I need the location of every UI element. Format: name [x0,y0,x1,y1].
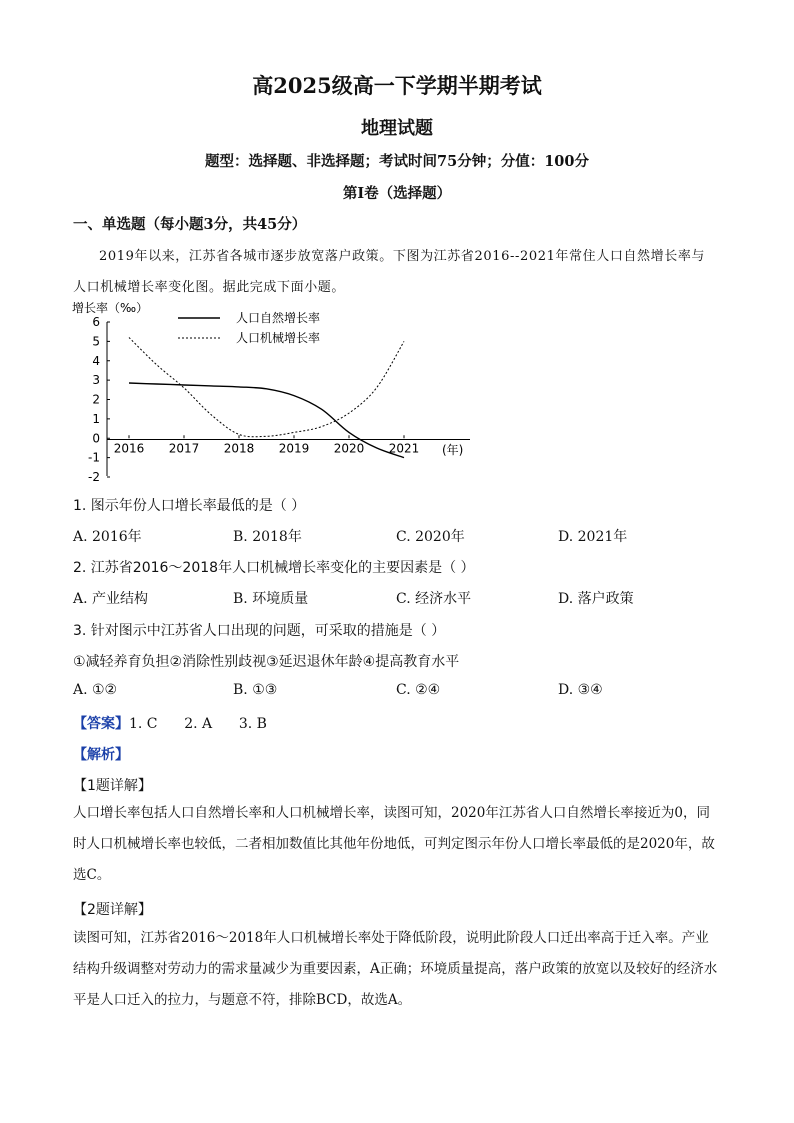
population-growth-chart [60,296,490,492]
q2-detail-text: 读图可知，江苏省2016～2018年人口机械增长率处于降低阶段，说明此阶段人口迁出率高于迁入率。产业结构升级调整对劳动力的需求量减少为重要因素，A正确；环境质量提高，落户政策的放宽以及较好的经济水平是人口迁入的拉力，与题意不符，排除BCD，故选A。 [73,930,718,1008]
volume-title: 第Ⅰ卷（选择题） [342,185,452,202]
question-2-stem: 2. 江苏省2016～2018年人口机械增长率变化的主要因素是（ ） [73,560,475,576]
exam-meta: 题型：选择题、非选择题；考试时间75分钟；分值：100分 [205,153,589,170]
question-1-stem: 1. 图示年份人口增长率最低的是（ ） [73,498,306,514]
question-3-option-a[interactable]: A. ①② [73,682,118,698]
x-tick-label: 2017 [168,441,200,456]
x-tick-label: 2020 [333,441,365,456]
legend-label-natural: 人口自然增长率 [236,311,321,325]
question-2-option-a[interactable]: A. 产业结构 [73,591,149,607]
q1-detail-label: 【1题详解】 [73,778,152,794]
x-tick-label: 2016 [113,441,145,456]
question-1-option-d[interactable]: D. 2021年 [558,529,628,545]
x-tick-label: 2019 [278,441,310,456]
question-1-option-b[interactable]: B. 2018年 [233,529,302,545]
y-tick-label: 2 [92,392,100,407]
q1-detail-text: 人口增长率包括人口自然增长率和人口机械增长率，读图可知，2020年江苏省人口自然增长率接近为0，同时人口机械增长率也较低，二者相加数值比其他年份地低，可判定图示年份人口增长率最低的是2020年，故选C。 [73,805,715,883]
question-2-option-b[interactable]: B. 环境质量 [233,591,309,607]
question-1-option-c[interactable]: C. 2020年 [396,529,465,545]
y-axis-label: 增长率（‰） [72,301,149,315]
section-heading: 一、单选题（每小题3分，共45分） [73,216,307,233]
legend-label-mechanical: 人口机械增长率 [236,331,321,345]
y-tick-label: 1 [92,411,100,426]
y-tick-label: -1 [88,450,100,465]
x-axis-label: (年) [442,443,464,457]
question-3-option-d[interactable]: D. ③④ [558,682,603,698]
y-tick-label: 4 [92,353,100,368]
question-3-stem: 3. 针对图示中江苏省人口出现的问题，可采取的措施是（ ） [73,623,446,639]
x-tick-label: 2018 [223,441,255,456]
x-tick-label: 2021 [388,441,420,456]
subject-title: 地理试题 [361,118,433,139]
y-tick-label: 6 [92,315,100,329]
exam-title: 高2025级高一下学期半期考试 [252,73,542,98]
answer-row [73,713,267,733]
y-tick-label: -2 [88,470,100,484]
y-tick-label: 0 [92,431,100,446]
question-2-option-c[interactable]: C. 经济水平 [396,591,472,607]
question-2-option-d[interactable]: D. 落户政策 [558,591,634,607]
intro-line-2: 人口机械增长率变化图。据此完成下面小题。 [73,280,346,295]
y-tick-label: 5 [92,334,100,349]
answer-text: 1. C 2. A 3. B [129,716,267,732]
series-line-mechanical [129,338,404,437]
question-3-option-c[interactable]: C. ②④ [396,682,441,698]
analysis-label: 【解析】 [73,747,129,763]
q2-detail-label: 【2题详解】 [73,902,152,918]
intro-line-1: 2019年以来，江苏省各城市逐步放宽落户政策。下图为江苏省2016--2021年常住人口自然增长率与 [99,249,706,264]
question-1-option-a[interactable]: A. 2016年 [73,529,142,545]
question-3-measures: ①减轻养育负担②消除性别歧视③延迟退休年龄④提高教育水平 [73,654,460,670]
y-tick-label: 3 [92,373,100,388]
answer-label: 【答案】 [73,716,129,732]
question-3-option-b[interactable]: B. ①③ [233,682,278,698]
